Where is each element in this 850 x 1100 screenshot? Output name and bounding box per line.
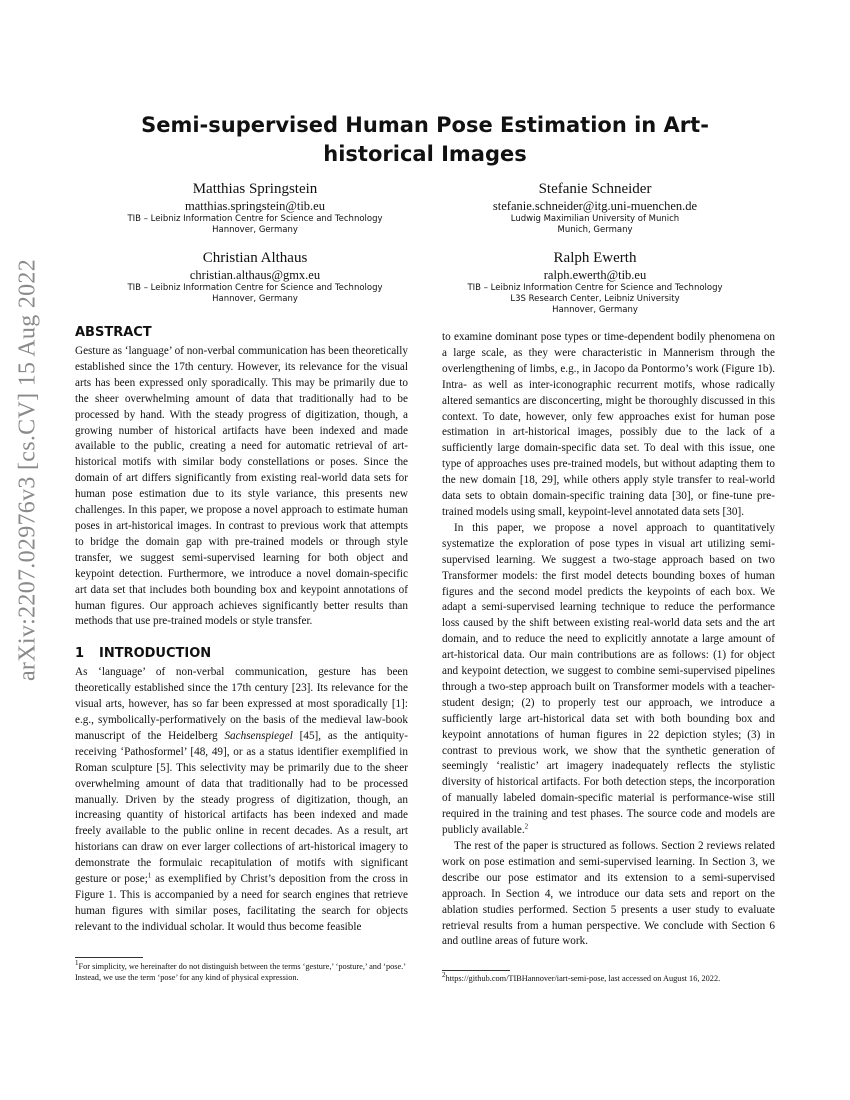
section-title: INTRODUCTION	[99, 646, 212, 662]
author-block	[415, 249, 775, 316]
author-affiliation: TIB – Leibniz Information Centre for Science and Technology	[127, 283, 383, 293]
paper-title: Semi-supervised Human Pose Estimation in Art-historical Images	[141, 113, 709, 166]
author-name: Christian Althaus	[202, 250, 308, 266]
author-email[interactable]: ralph.ewerth@tib.eu	[543, 268, 647, 282]
intro-paragraph	[75, 665, 408, 935]
footnote	[442, 973, 775, 984]
author-name: Matthias Springstein	[192, 181, 318, 197]
footnote	[75, 961, 408, 983]
footnote-ref[interactable]: 2	[524, 822, 529, 831]
right-column	[442, 330, 775, 950]
author-name: Ralph Ewerth	[553, 250, 637, 266]
intro-paragraph-continued: to examine dominant pose types or time-dependent bodily phenomena on a large scale, as they were characteristic in Mannerism through the overlengthening of limbs, e.g., in Jacopo da Pontormo’s work (Figure 1b). Intra- as well as inter-iconographic recurrent motifs, whose radically altered semantics are disconcerting, might be thoroughly discussed in this context. To date, however, only few approaches exist for human pose estimation in art-historical images, possibly due to the lack of a sufficiently large domain-specific data set. To deal with this issue, one type of approaches uses pre-trained models, but without adapting them to the new domain [18, 29], while others apply style transfer to real-world data sets to obtain domain-specific training data [30], or fine-tune pre-trained models using small, keypoint-level annotated data sets [30].	[442, 331, 775, 518]
footnote-rule	[75, 957, 143, 958]
section-heading	[75, 646, 408, 662]
section-number: 1	[75, 646, 85, 662]
intro-italic-title: Sachsenspiegel	[224, 729, 293, 742]
intro-text: [45], as the antiquity-receiving ‘Pathosformel’ [48, 49], or as a status identifier exemplified in Roman sculpture [5]. This selectivity may be primarily due to the sheer overwhelming amount of data that traditionally had to be processed manually. Driven by the steady progress of digitization, though, an increasing quantity of historical artifacts has been indexed and made freely available to the public online in recent decades. As a result, art historians can draw on ever larger collections of art-historical imagery to demonstrate the formulaic recapitulation of motifs with significant gesture or pose;	[75, 729, 408, 886]
intro-text: In this paper, we propose a novel approach to quantitatively systematize the exploration of pose types in visual art utilizing semi-supervised learning. We suggest a two-stage approach based on two Transformer models: the first model detects bounding boxes of human figures and the second model predicts the keypoints of each box. We adapt a semi-supervised learning technique to reduce the performance loss caused by the shift between existing real-world data sets and the art domain, and to reduce the need to explicitly annotate a large amount of art-historical data. Our main contributions are as follows: (1) for object and keypoint detection, we suggest to combine semi-supervised pipelines through a two-step approach built on Transformer models with a teacher-student design; (2) to properly test our approach, we introduce a sufficiently large art-historical data set with both bounding box and keypoint annotations of human figures in 22 depiction styles; (3) in contrast to previous work, we show that the synthetic generation of seemingly ‘realistic’ art imagery inadequately reflects the stylistic diversity of historical artifacts. For both detection steps, the incorporation of manually labeled domain-specific material is performance-wise still required in the training and test phases. The source code and models are publicly available.	[442, 521, 775, 837]
footnote-mark: 1	[75, 959, 79, 968]
author-block	[75, 249, 435, 305]
arxiv-stamp	[8, 258, 48, 682]
footnote-ref[interactable]: 1	[147, 871, 152, 880]
author-location: Munich, Germany	[557, 225, 633, 235]
abstract-text: Gesture as ‘language’ of non-verbal communication has been theoretically established since the 17th century. However, its relevance for the visual arts has been expressed only sporadically. This may be primarily due to the sheer overwhelming amount of data that traditionally had to be processed by hand. With the steady progress of digitization, though, a growing number of historical artifacts have been indexed and made available to the public, creating a need for automatic retrieval of art-historical motifs with similar body constellations or poses. Since the domain of art differs significantly from existing real-world data sets for human pose estimation due to its style variance, this presents new challenges. In this paper, we propose a novel approach to estimate human poses in art-historical images. In contrast to previous work that attempts to bridge the domain gap with pre-trained models or through style transfer, we suggest semi-supervised learning for both object and keypoint detection. Furthermore, we introduce a novel domain-specific art data set that includes both bounding box and keypoint annotations of human figures. Our approach achieves significantly better results than methods that use pre-trained models or style transfer.	[75, 345, 408, 628]
author-location: Hannover, Germany	[212, 225, 298, 235]
footnote-rule	[442, 970, 510, 971]
author-location: Hannover, Germany	[552, 305, 638, 315]
author-email[interactable]: matthias.springstein@tib.eu	[185, 199, 325, 213]
footnote-text: For simplicity, we hereinafter do not distinguish between the terms ‘gesture,’ ‘posture,’ and ‘pose.’ Instead, we use the term ‘pose’ for any kind of physical expression.	[75, 962, 406, 982]
author-email[interactable]: stefanie.schneider@itg.uni-muenchen.de	[492, 199, 698, 213]
footnote-link[interactable]: https://github.com/TIBHannover/iart-semi-pose, last accessed on August 16, 2022.	[445, 974, 721, 983]
intro-text: As ‘language’ of non-verbal communication, gesture has been theoretically established since the 17th century [23]. Its relevance for the visual arts, however, has so far been expressed at most sporadically [1]: e.g., symbolically-performatively on the basis of the medieval law-book manuscript of the Heidelberg	[75, 666, 408, 742]
intro-paragraph	[442, 521, 775, 839]
author-affiliation-2: L3S Research Center, Leibniz University	[510, 294, 680, 304]
author-block	[415, 180, 775, 236]
author-affiliation: TIB – Leibniz Information Centre for Science and Technology	[467, 283, 723, 293]
footnote-mark: 2	[442, 971, 446, 980]
author-email[interactable]: christian.althaus@gmx.eu	[189, 268, 321, 282]
abstract-heading: ABSTRACT	[75, 325, 152, 340]
author-name: Stefanie Schneider	[538, 181, 652, 197]
intro-text: as exemplified by Christ’s deposition from the cross in Figure 1. This is accompanied by a need for search engines that retrieve human figures with similar poses, facilitating the search for objects relevant to the individual scholar. It would thus become feasible	[75, 873, 408, 933]
left-column	[75, 325, 408, 936]
author-location: Hannover, Germany	[212, 294, 298, 304]
author-affiliation: TIB – Leibniz Information Centre for Science and Technology	[127, 214, 383, 224]
arxiv-stamp-text[interactable]: arXiv:2207.02976v3 [cs.CV] 15 Aug 2022	[14, 258, 41, 682]
author-affiliation: Ludwig Maximilian University of Munich	[510, 214, 680, 224]
author-block	[75, 180, 435, 236]
intro-paragraph: The rest of the paper is structured as follows. Section 2 reviews related work on pose estimation and semi-supervised learning. In Section 3, we describe our pose estimator and its extension to a semi-supervised approach. In Section 4, we introduce our data sets and report on the ablation studies performed. Section 5 presents a user study to evaluate retrieval results from a human perspective. We conclude with Section 6 and outline areas of future work.	[442, 840, 775, 948]
